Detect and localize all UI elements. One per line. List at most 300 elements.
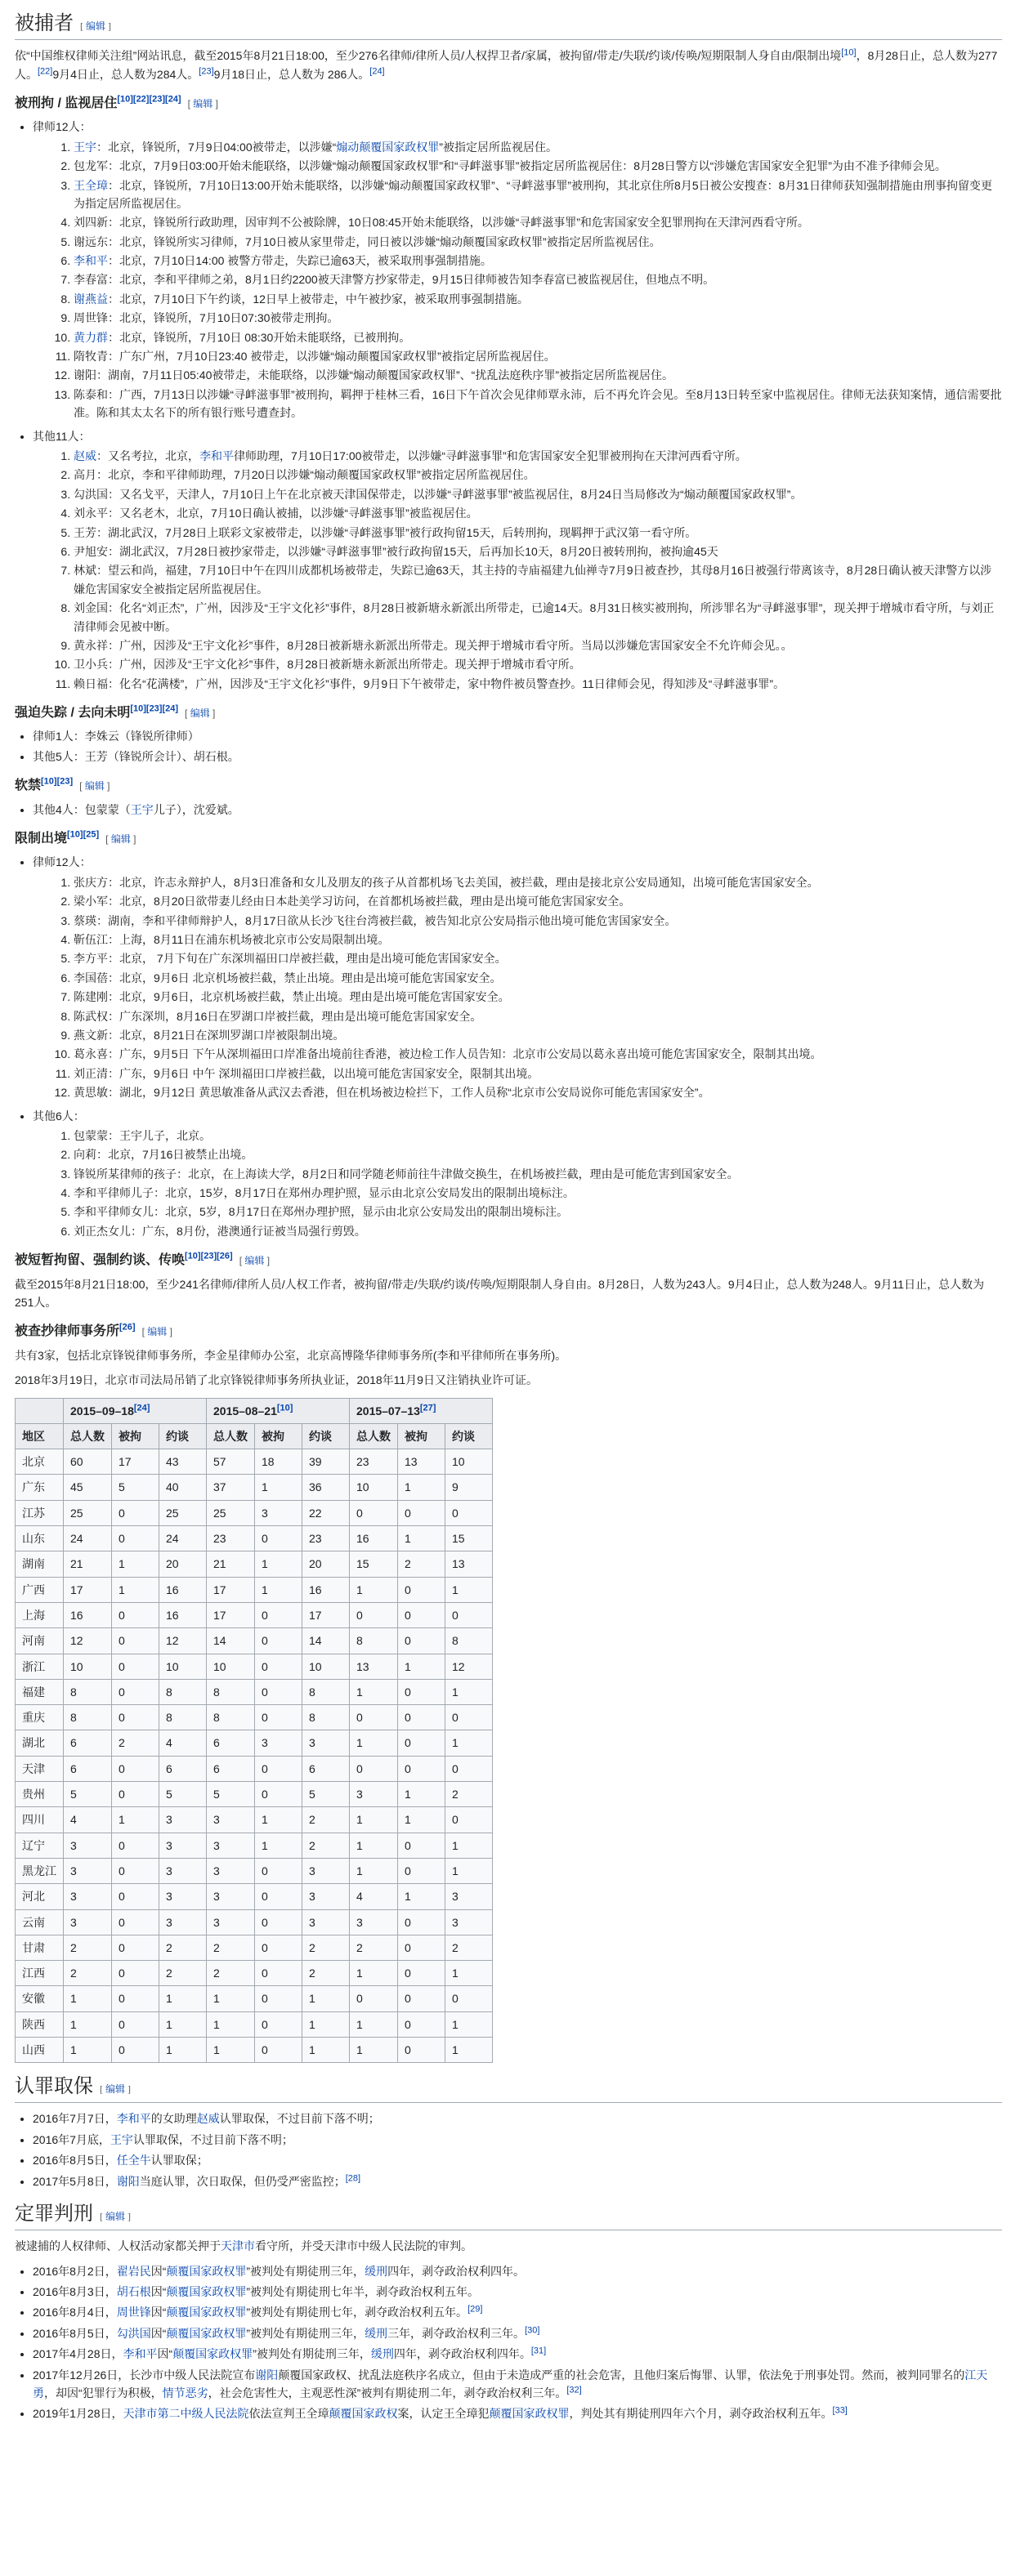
table-cell: 39: [302, 1449, 350, 1475]
item-text: ”被指定居所监视居住。: [439, 140, 557, 154]
reference-link[interactable]: [30]: [525, 2325, 540, 2336]
term-link[interactable]: 缓刑: [370, 2347, 394, 2361]
table-cell: 5: [302, 1782, 350, 1807]
edit-link[interactable]: 编辑: [193, 97, 213, 109]
person-link[interactable]: 王宇: [74, 140, 96, 154]
table-cell: 0: [445, 1986, 493, 2011]
reference-link[interactable]: [31]: [530, 2346, 547, 2356]
item-text: 王芳：湖北武汉，7月28日上联彩文家被带走，以涉嫌“寻衅滋事罪”被行政拘留15天，后转刑拘，现羁押于武汉第一看守所。: [74, 525, 697, 539]
table-cell: 3: [302, 1909, 350, 1935]
section-title: 被查抄律师事务所: [15, 1324, 120, 1339]
list-item: 9. 燕文新：北京，8月21日在深圳罗湖口岸被限制出境。: [74, 1026, 1002, 1044]
table-cell: 1: [445, 1858, 493, 1883]
table-body: [16, 1449, 493, 2063]
table-row: [16, 1628, 493, 1654]
table-cell: 17: [112, 1449, 159, 1475]
list-item: [74, 675, 1002, 693]
person-link[interactable]: 李和平: [123, 2347, 158, 2361]
region-cell: 河北: [16, 1884, 64, 1909]
reference-link[interactable]: [10][23][26]: [185, 1251, 233, 1261]
item-text: 2017年4月28日，: [33, 2347, 123, 2361]
list-item: 12. 黄思敏：湖北，9月12日 黄思敏准备从武汉去香港，但在机场被边检拦下，工作人员称“北京市公安局说你可能危害国家安全”。: [74, 1083, 1002, 1101]
table-cell: 0: [112, 2038, 159, 2063]
table-cell: 0: [398, 1577, 445, 1602]
list-item: 3. 锋锐所某律师的孩子：北京，在上海读大学，8月2日和同学随老师前往牛津做交换生，在机场被拦截，理由是可能危害到国家安全。: [74, 1165, 1002, 1183]
table-header-cell: 被拘: [112, 1423, 159, 1449]
date-group-header: [64, 1398, 207, 1423]
person-link[interactable]: 谢燕益: [74, 292, 108, 306]
item-text: ”被判处有期徒刑七年，剥夺政治权利五年。: [246, 2306, 468, 2319]
list-item: • 其他5人：王芳（锋锐所会计）、胡石根。: [33, 748, 1002, 766]
residential-list: [33, 118, 1002, 693]
table-cell: 0: [112, 1782, 159, 1807]
person-link[interactable]: 李和平: [74, 254, 108, 268]
reference-link[interactable]: [24]: [133, 1402, 150, 1413]
list-item: [33, 2366, 1002, 2403]
table-cell: 1: [207, 2038, 255, 2063]
item-text: 2016年8月3日，: [33, 2285, 117, 2299]
list-item: [74, 176, 1002, 213]
table-cell: 3: [64, 1909, 112, 1935]
table-cell: 1: [350, 1961, 398, 1986]
residential-others-list: [54, 447, 1002, 693]
edit-link[interactable]: 编辑: [244, 1255, 265, 1267]
intro-text: 看守所，并受天津市中级人民法院的审判。: [255, 2239, 472, 2253]
date-group-header: [207, 1398, 350, 1423]
table-row: [16, 1526, 493, 1551]
table-cell: 6: [302, 1756, 350, 1781]
table-cell: 25: [159, 1500, 207, 1525]
item-text: 陈泰和：广西，7月13日以涉嫌“寻衅滋事罪”被刑拘，羁押于桂林三看，16日下午首次会见律师覃永沛，后不再允许会见。至8月13日转至家中监视居住。律师无法获知案情，通信需要批准。陈和其太太名下的所有银行账号遭查封。: [74, 387, 1002, 420]
edit-link[interactable]: 编辑: [86, 20, 106, 32]
table-cell: 0: [398, 1909, 445, 1935]
table-cell: 10: [207, 1654, 255, 1679]
reference-link[interactable]: [10]: [841, 47, 857, 58]
travel-ban-lawyers-list: [54, 873, 1002, 1102]
region-cell: 山东: [16, 1526, 64, 1551]
edit-link[interactable]: 编辑: [190, 708, 210, 720]
table-header-cell: [16, 1398, 64, 1423]
section-heading-disappeared: [15, 704, 1002, 722]
table-cell: 1: [207, 1986, 255, 2011]
table-cell: 3: [207, 1909, 255, 1935]
table-cell: 1: [350, 1833, 398, 1858]
table-cell: 0: [398, 1628, 445, 1654]
list-item: [74, 447, 1002, 465]
firms-text: 2018年3月19日，北京市司法局吊销了北京锋锐律师事务所执业证，2018年11月9日又注销执业许可证。: [15, 1373, 538, 1387]
list-item: 1. 包蒙蒙：王宇儿子，北京。: [74, 1127, 1002, 1145]
table-cell: 0: [398, 1935, 445, 1960]
table-cell: 1: [398, 1654, 445, 1679]
table-row: [16, 1807, 493, 1833]
region-cell: 贵州: [16, 1782, 64, 1807]
list-item: [74, 270, 1002, 288]
term-link[interactable]: 缓刑: [365, 2264, 388, 2278]
item-text: 2016年8月2日，: [33, 2264, 117, 2278]
item-text: 2017年12月26日，长沙市中级人民法院宣布: [33, 2368, 256, 2382]
table-cell: 0: [255, 1986, 302, 2011]
section-title: 软禁: [15, 779, 42, 793]
edit-link-wrapper: [ 编辑 ]: [105, 833, 136, 846]
region-cell: 陕西: [16, 2011, 64, 2037]
item-text: ”被判处有期徒刑三年，: [253, 2347, 371, 2361]
reference-link[interactable]: [28]: [345, 2173, 361, 2183]
charge-link[interactable]: 煽动颠覆国家政权罪: [336, 140, 440, 154]
region-cell: 天津: [16, 1756, 64, 1781]
table-cell: 0: [255, 1526, 302, 1551]
item-text: 尹旭安：湖北武汉，7月28日被抄家带走，以涉嫌“寻衅滋事罪”被行政拘留15天，后再加长10天，8月20日被转刑拘，被拘逾45天: [74, 544, 718, 558]
table-cell: 17: [302, 1602, 350, 1627]
table-cell: 0: [112, 1679, 159, 1704]
table-cell: 2: [207, 1961, 255, 1986]
edit-link-wrapper: [ 编辑 ]: [141, 1326, 172, 1338]
reference-link[interactable]: [10][23][24]: [130, 703, 179, 714]
item-text: 2016年8月5日，: [33, 2326, 117, 2340]
table-cell: 0: [398, 1961, 445, 1986]
table-cell: 12: [64, 1628, 112, 1654]
table-cell: 1: [302, 2038, 350, 2063]
person-link[interactable]: 周世锋: [116, 2306, 151, 2319]
place-link[interactable]: 天津市: [221, 2239, 255, 2253]
table-header-cell: 地区: [16, 1423, 64, 1449]
reference-link[interactable]: [23]: [199, 65, 214, 76]
item-text: 周世锋：北京，锋锐所，7月10日07:30被带走刑拘。: [74, 311, 339, 325]
reference-link[interactable]: [24]: [369, 65, 385, 76]
table-cell: 36: [302, 1475, 350, 1500]
table-cell: 0: [112, 1705, 159, 1730]
table-cell: 1: [350, 1730, 398, 1756]
section-heading-verdicts: [15, 2202, 1002, 2230]
person-link[interactable]: 任全牛: [116, 2154, 151, 2168]
table-header-cell: 约谈: [302, 1423, 350, 1449]
table-cell: 0: [398, 2038, 445, 2063]
item-text: 李春富：北京，李和平律师之弟，8月1日约2200被天津警方抄家带走，9月15日律师被告知李春富已被监视居住，但地点不明。: [74, 273, 715, 287]
table-cell: 1: [398, 1884, 445, 1909]
table-cell: 21: [64, 1551, 112, 1577]
table-cell: 0: [255, 2038, 302, 2063]
table-cell: 1: [398, 1782, 445, 1807]
table-cell: 3: [207, 1807, 255, 1833]
item-text: 依法宣判王全璋: [248, 2407, 329, 2421]
list-item: [33, 2324, 1002, 2342]
table-cell: 0: [255, 1858, 302, 1883]
table-cell: 0: [350, 1756, 398, 1781]
person-link[interactable]: 谢阳: [255, 2368, 279, 2382]
item-text: ：又名考拉，北京，: [96, 449, 199, 462]
edit-link[interactable]: 编辑: [105, 2083, 126, 2096]
item-text: ”被判处有期徒刑三年，: [246, 2326, 365, 2340]
item-text: 颠覆国家政权、扰乱法庭秩序名成立，但由于未造成严重的社会危害，且他归案后悔罪、认罪，依法免于刑事处罚。然而，被判同罪名的: [278, 2368, 965, 2382]
section-heading-travel-ban: [15, 830, 1002, 848]
item-text: 2016年7月7日，: [33, 2112, 117, 2126]
table-cell: 1: [398, 1526, 445, 1551]
table-cell: 13: [445, 1551, 493, 1577]
person-link[interactable]: 天津市第二中级人民法院: [123, 2407, 249, 2421]
item-text: 因“: [150, 2306, 167, 2319]
item-text: 儿子），沈爱斌。: [153, 802, 239, 816]
person-link[interactable]: 王全璋: [74, 178, 108, 192]
charge-link[interactable]: 颠覆国家政权: [329, 2407, 398, 2421]
person-link[interactable]: 胡石根: [116, 2285, 151, 2299]
section-title: 被短暂拘留、强制约谈、传唤: [15, 1253, 186, 1268]
list-item: [74, 157, 1002, 175]
table-cell: 0: [112, 1833, 159, 1858]
table-row: [16, 1577, 493, 1602]
region-cell: 安徽: [16, 1986, 64, 2011]
table-cell: 1: [398, 1807, 445, 1833]
table-cell: 0: [445, 1705, 493, 1730]
table-cell: 17: [207, 1577, 255, 1602]
table-cell: 0: [112, 1500, 159, 1525]
charge-link[interactable]: 颠覆国家政权罪: [166, 2326, 247, 2340]
charge-link[interactable]: 江天勇: [33, 2368, 988, 2400]
table-cell: 2: [302, 1833, 350, 1858]
term-link[interactable]: 颠覆国家政权罪: [489, 2407, 570, 2421]
table-cell: 6: [64, 1756, 112, 1781]
table-cell: 3: [207, 1833, 255, 1858]
term-link[interactable]: 情节恶劣: [162, 2386, 208, 2400]
table-cell: 0: [112, 1756, 159, 1781]
person-link[interactable]: 王宇: [130, 802, 154, 816]
list-item: 6. 刘正杰女儿：广东，8月份，港澳通行证被当局强行剪毁。: [74, 1222, 1002, 1240]
list-item: [33, 2283, 1002, 2301]
item-text: ：北京，锋锐所，7月10日 08:30开始未能联络，已被刑拘。: [108, 330, 411, 344]
list-item: [33, 2345, 1002, 2363]
table-cell: 1: [255, 1577, 302, 1602]
list-item: [74, 599, 1002, 636]
person-link[interactable]: 黄力群: [74, 330, 108, 344]
table-cell: 5: [207, 1782, 255, 1807]
item-text: 2016年7月底，: [33, 2132, 110, 2146]
reference-link[interactable]: [22]: [38, 65, 53, 76]
edit-link[interactable]: 编辑: [147, 1326, 168, 1338]
table-cell: 1: [255, 1807, 302, 1833]
table-cell: 40: [159, 1475, 207, 1500]
item-text: 包龙军：北京，7月9日03:00开始未能联络，以涉嫌“煽动颠覆国家政权罪”和“寻衅滋事罪”被指定居所监视居住：8月28日警方以“涉嫌危害国家安全犯罪”为由不准予律师会见。: [74, 159, 946, 173]
table-cell: 1: [445, 1730, 493, 1756]
list-item: [33, 2109, 1002, 2127]
item-text: 律师助理，7月10日17:00被带走，以涉嫌“寻衅滋事罪”和危害国家安全犯罪被刑拘在天津河西看守所。: [234, 449, 747, 462]
region-cell: 福建: [16, 1679, 64, 1704]
table-cell: 1: [64, 2011, 112, 2037]
item-text: 卫小兵：广州，因涉及“王宇文化衫”事件，8月28日被新塘永新派出所带走。现关押于增城市看守所。: [74, 658, 581, 672]
table-cell: 3: [302, 1730, 350, 1756]
verdicts-intro: [15, 2237, 1002, 2255]
table-cell: 18: [255, 1449, 302, 1475]
table-cell: 25: [207, 1500, 255, 1525]
charge-link[interactable]: 颠覆国家政权罪: [166, 2306, 247, 2319]
edit-link-wrapper: [ 编辑 ]: [79, 780, 110, 792]
region-cell: 山西: [16, 2038, 64, 2063]
table-cell: 45: [64, 1475, 112, 1500]
reference-link[interactable]: [10][23]: [41, 776, 74, 787]
edit-link[interactable]: 编辑: [105, 2211, 126, 2223]
date-label: 2015–07–13: [356, 1404, 420, 1417]
person-link[interactable]: 赵威: [74, 449, 96, 462]
section-heading-residential: [15, 95, 1002, 113]
table-cell: 24: [159, 1526, 207, 1551]
table-cell: 8: [64, 1679, 112, 1704]
list-item: [74, 366, 1002, 384]
table-cell: 13: [398, 1449, 445, 1475]
table-row: [16, 1730, 493, 1756]
table-cell: 1: [159, 1986, 207, 2011]
table-cell: 3: [255, 1500, 302, 1525]
item-text: 认罪取保，不过目前下落不明；: [219, 2112, 380, 2126]
region-cell: 北京: [16, 1449, 64, 1475]
table-cell: 14: [302, 1628, 350, 1654]
table-row: [16, 1705, 493, 1730]
table-row: [16, 1449, 493, 1475]
table-cell: 3: [64, 1858, 112, 1883]
reference-link[interactable]: [10]: [276, 1402, 293, 1413]
person-link[interactable]: 勾洪国: [116, 2326, 151, 2340]
section-title: 强迫失踪 / 去向未明: [15, 706, 131, 721]
region-cell: 广东: [16, 1475, 64, 1500]
table-cell: 3: [159, 1884, 207, 1909]
table-cell: 16: [64, 1602, 112, 1627]
reference-link[interactable]: [10][22][23][24]: [117, 94, 181, 105]
list-item: 6. 李国蓓：北京，9月6日 北京机场被拦截，禁止出境。理由是出境可能危害国家安全。: [74, 969, 1002, 987]
section-heading-detention: [15, 1252, 1002, 1270]
table-cell: 0: [445, 1807, 493, 1833]
item-text: 刘永平：又名老木，北京，7月10日确认被捕，以涉嫌“寻衅滋事罪”被监视居住。: [74, 507, 478, 520]
reference-link[interactable]: [29]: [468, 2304, 483, 2315]
charge-link[interactable]: 颠覆国家政权罪: [166, 2285, 247, 2299]
table-cell: 0: [398, 1679, 445, 1704]
table-cell: 8: [159, 1705, 207, 1730]
reference-link[interactable]: [26]: [119, 1323, 136, 1333]
table-cell: 17: [207, 1602, 255, 1627]
list-item: [74, 485, 1002, 503]
table-cell: 0: [445, 1602, 493, 1627]
person-link[interactable]: 谢阳: [116, 2174, 140, 2188]
list-item: [33, 2131, 1002, 2149]
table-row: [16, 1986, 493, 2011]
table-header-cell: 约谈: [445, 1423, 493, 1449]
item-text: 高月：北京，李和平律师助理，7月20日以涉嫌“煽动颠覆国家政权罪”被指定居所监视居住。: [74, 468, 535, 482]
table-cell: 1: [350, 2038, 398, 2063]
item-text: ：北京，7月10日14:00 被警方带走，失踪已逾63天，被采取刑事强制措施。: [108, 254, 492, 268]
table-cell: 1: [112, 1551, 159, 1577]
person-link[interactable]: 赵威: [196, 2112, 220, 2126]
table-row: [16, 1782, 493, 1807]
travel-ban-list: [33, 853, 1002, 1240]
reference-link[interactable]: [33]: [832, 2405, 848, 2416]
table-cell: 3: [255, 1730, 302, 1756]
table-cell: 23: [350, 1449, 398, 1475]
table-cell: 1: [159, 2038, 207, 2063]
table-cell: 0: [112, 1935, 159, 1960]
table-cell: 0: [398, 1500, 445, 1525]
table-cell: 0: [112, 1858, 159, 1883]
intro-text: 9月18日止，总人数为 286人。: [213, 67, 370, 81]
region-cell: 四川: [16, 1807, 64, 1833]
table-cell: 3: [207, 1858, 255, 1883]
edit-link[interactable]: 编辑: [84, 780, 105, 792]
table-cell: 1: [64, 1986, 112, 2011]
table-cell: 1: [350, 1679, 398, 1704]
table-cell: 8: [64, 1705, 112, 1730]
table-cell: 0: [112, 2011, 159, 2037]
list-item: [74, 386, 1002, 422]
table-row: [16, 1961, 493, 1986]
list-item: [33, 2262, 1002, 2280]
table-cell: 1: [445, 1679, 493, 1704]
region-cell: 湖南: [16, 1551, 64, 1577]
table-cell: 3: [159, 1807, 207, 1833]
table-cell: 3: [445, 1909, 493, 1935]
item-text: 2016年8月5日，: [33, 2154, 117, 2168]
table-header-cell: 总人数: [207, 1423, 255, 1449]
table-cell: 1: [112, 1577, 159, 1602]
table-cell: 13: [350, 1654, 398, 1679]
table-row: [16, 2038, 493, 2063]
table-row: [16, 1935, 493, 1960]
intro-text: 依“中国维权律师关注组”网站讯息，截至2015年8月21日18:00，至少276名律师/律所人员/人权捍卫者/家属，被拘留/带走/失联/约谈/传唤/短期限制人身自由/限制出境: [15, 49, 842, 63]
list-item: [74, 328, 1002, 346]
table-cell: 3: [445, 1884, 493, 1909]
table-cell: 20: [159, 1551, 207, 1577]
table-cell: 2: [350, 1935, 398, 1960]
table-row: [16, 1884, 493, 1909]
list-item: [74, 233, 1002, 251]
reference-link[interactable]: [32]: [566, 2385, 582, 2395]
table-cell: 0: [350, 1986, 398, 2011]
table-cell: 2: [207, 1935, 255, 1960]
table-cell: 1: [64, 2038, 112, 2063]
table-cell: 2: [159, 1961, 207, 1986]
reference-link[interactable]: [27]: [419, 1402, 436, 1413]
table-cell: 0: [445, 1756, 493, 1781]
list-item: [74, 466, 1002, 484]
charge-link[interactable]: 颠覆国家政权罪: [166, 2264, 247, 2278]
residential-lawyers-list: [54, 138, 1002, 422]
person-link[interactable]: 翟岩民: [116, 2264, 151, 2278]
table-cell: 6: [64, 1730, 112, 1756]
item-text: 当庭认罪，次日取保，但仍受严密监控；: [139, 2174, 346, 2188]
table-cell: 2: [445, 1935, 493, 1960]
table-cell: 0: [398, 1833, 445, 1858]
person-link[interactable]: 王宇: [110, 2132, 133, 2146]
edit-link[interactable]: 编辑: [110, 833, 131, 846]
table-cell: 3: [350, 1782, 398, 1807]
person-link[interactable]: 李和平: [116, 2112, 151, 2126]
table-cell: 2: [64, 1961, 112, 1986]
list-item: [33, 2151, 1002, 2169]
section-heading-confession: [15, 2074, 1002, 2103]
table-cell: 15: [350, 1551, 398, 1577]
table-cell: 23: [207, 1526, 255, 1551]
person-link[interactable]: 李和平: [199, 449, 234, 462]
region-cell: 湖北: [16, 1730, 64, 1756]
term-link[interactable]: 缓刑: [365, 2326, 388, 2340]
region-cell: 江西: [16, 1961, 64, 1986]
regional-stats-table: [15, 1398, 493, 2064]
item-text: 因“: [150, 2264, 167, 2278]
table-cell: 0: [255, 2011, 302, 2037]
item-text: 谢远东：北京，锋锐所实习律师，7月10日被从家里带走，同日被以涉嫌“煽动颠覆国家政权罪”被指定居所监视居住。: [74, 234, 661, 248]
charge-link[interactable]: 颠覆国家政权罪: [172, 2347, 253, 2361]
reference-link[interactable]: [10][25]: [67, 829, 100, 840]
detention-text: 截至2015年8月21日18:00，至少241名律师/律所人员/人权工作者，被拘留/带走/失联/约谈/传唤/短期限制人身自由。8月28日，人数为243人。9月4日止，总人数为248人。9月11日止，总人数为251人。: [15, 1277, 985, 1310]
list-item: [33, 853, 1002, 1101]
item-text: 案，认定王全璋犯: [397, 2407, 490, 2421]
table-row: [16, 1858, 493, 1883]
table-header-row: [16, 1423, 493, 1449]
list-item: [74, 252, 1002, 270]
table-cell: 20: [302, 1551, 350, 1577]
